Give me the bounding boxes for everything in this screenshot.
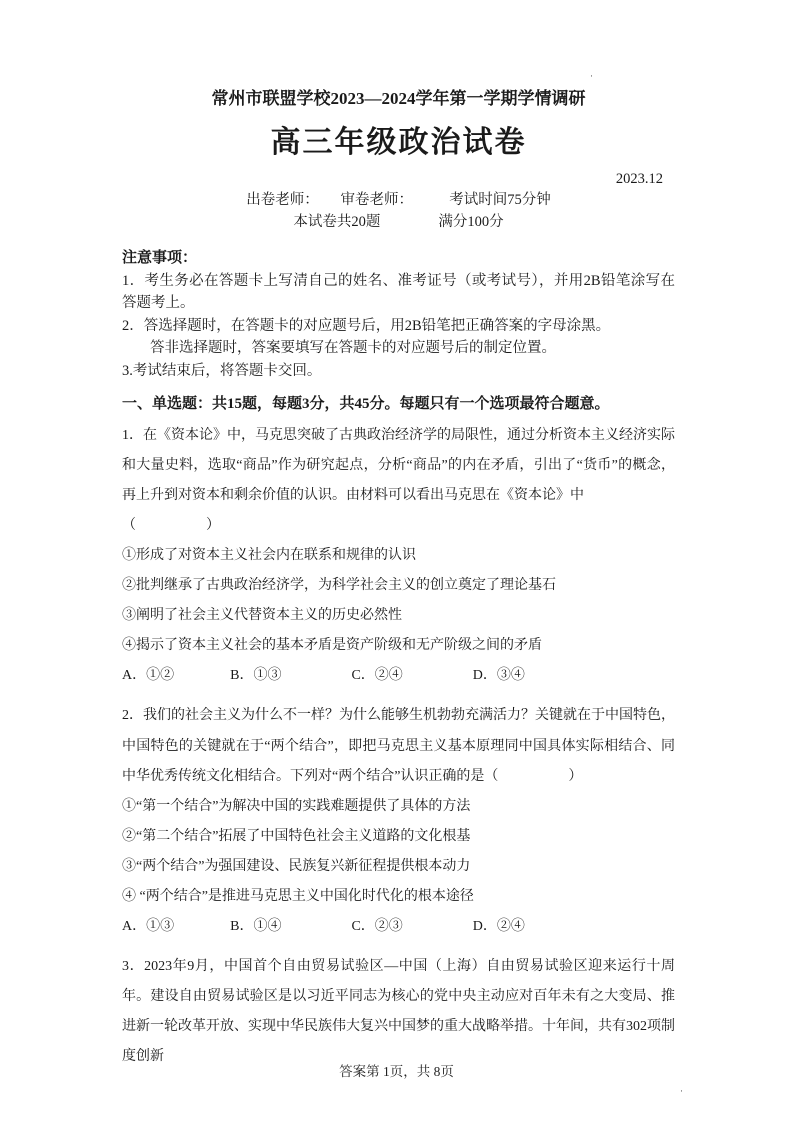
exam-title: 高三年级政治试卷 xyxy=(270,125,527,159)
question-1-choices: A．①② B．①③ C．②④ D．③④ xyxy=(122,668,525,684)
notice-item-1: 1．考生务必在答题卡上写清自己的姓名、准考证号（或考试号），并用2B铅笔涂写在答题考上。 xyxy=(122,272,675,312)
question-1-option-4: ④揭示了资本主义社会的基本矛盾是资产阶级和无产阶级之间的矛盾 xyxy=(122,638,542,654)
question-1-option-3: ③阐明了社会主义代替资本主义的历史必然性 xyxy=(122,608,402,624)
page-footer: 答案第 1页，共 8页 xyxy=(339,1064,454,1079)
question-2-option-2: ②“第二个结合”拓展了中国特色社会主义道路的文化根基 xyxy=(122,828,471,844)
question-2-option-1: ①“第一个结合”为解决中国的实践难题提供了具体的方法 xyxy=(122,798,471,814)
notice-item-2: 2．答选择题时，在答题卡的对应题号后，用2B铅笔把正确答案的字母涂黑。 xyxy=(122,317,611,334)
question-2-option-4: ④ “两个结合”是推进马克思主义中国化时代化的根本途径 xyxy=(122,888,474,904)
exam-header-school-line: 常州市联盟学校2023—2024学年第一学期学情调研 xyxy=(211,89,586,108)
exam-header xyxy=(122,88,675,234)
notices-section xyxy=(122,246,675,382)
question-1-option-2: ②批判继承了古典政治经济学，为科学社会主义的创立奠定了理论基石 xyxy=(122,578,556,594)
questions-section xyxy=(122,421,675,1073)
question-3-stem: 3．2023年9月，中国首个自由贸易试验区—中国（上海）自由贸易试验区迎来运行十周年。建设自由贸易试验区是以习近平同志为核心的党中央主动应对百年未有之大变局、推进新一轮改革开放、实现中华民族伟大复兴中国梦的重大战略举措。十年间，共有302项制度创新 xyxy=(122,959,675,1065)
question-2-choices: A．①③ B．①④ C．②③ D．②④ xyxy=(122,919,525,935)
corner-mark-bottom: · xyxy=(680,1086,683,1096)
notice-item-3: 3.考试结束后，将答题卡交回。 xyxy=(122,362,322,379)
corner-mark-top: · xyxy=(590,71,593,81)
exam-info-teachers-time: 出卷老师： 审卷老师： 考试时间75分钟 xyxy=(246,191,551,208)
section-heading-single-choice: 一、单选题：共15题，每题3分，共45分。每题只有一个选项最符合题意。 xyxy=(122,396,610,413)
exam-info-items-score: 本试卷共20题 满分100分 xyxy=(293,214,504,231)
question-1-option-1: ①形成了对资本主义社会内在联系和规律的认识 xyxy=(122,547,416,563)
question-2-stem: 2．我们的社会主义为什么不一样？为什么能够生机勃勃充满活力？关键就在于中国特色，中国特色的关键就在于“两个结合”，即把马克思主义基本原理同中国具体实际相结合、同中华优秀传统文化相结合。下列对“两个结合”认识正确的是（ ） xyxy=(122,708,675,784)
question-1 xyxy=(122,421,675,692)
notices-heading: 注意事项： xyxy=(122,249,198,266)
exam-date: 2023.12 xyxy=(615,170,663,187)
question-2-option-3: ③“两个结合”为强国建设、民族复兴新征程提供根本动力 xyxy=(122,858,471,874)
question-1-stem: 1．在《资本论》中，马克思突破了古典政治经济学的局限性，通过分析资本主义经济实际和大量史料，选取“商品”作为研究起点，分析“商品”的内在矛盾，引出了“货币”的概念，再上升到对资本和剩余价值的认识。由材料可以看出马克思在《资本论》中 xyxy=(122,427,675,503)
question-1-answer-bracket: （ ） xyxy=(122,517,220,533)
question-2 xyxy=(122,701,675,942)
notice-item-2-continued: 答非选择题时，答案要填写在答题卡的对应题号后的制定位置。 xyxy=(150,340,556,357)
question-3 xyxy=(122,952,675,1072)
